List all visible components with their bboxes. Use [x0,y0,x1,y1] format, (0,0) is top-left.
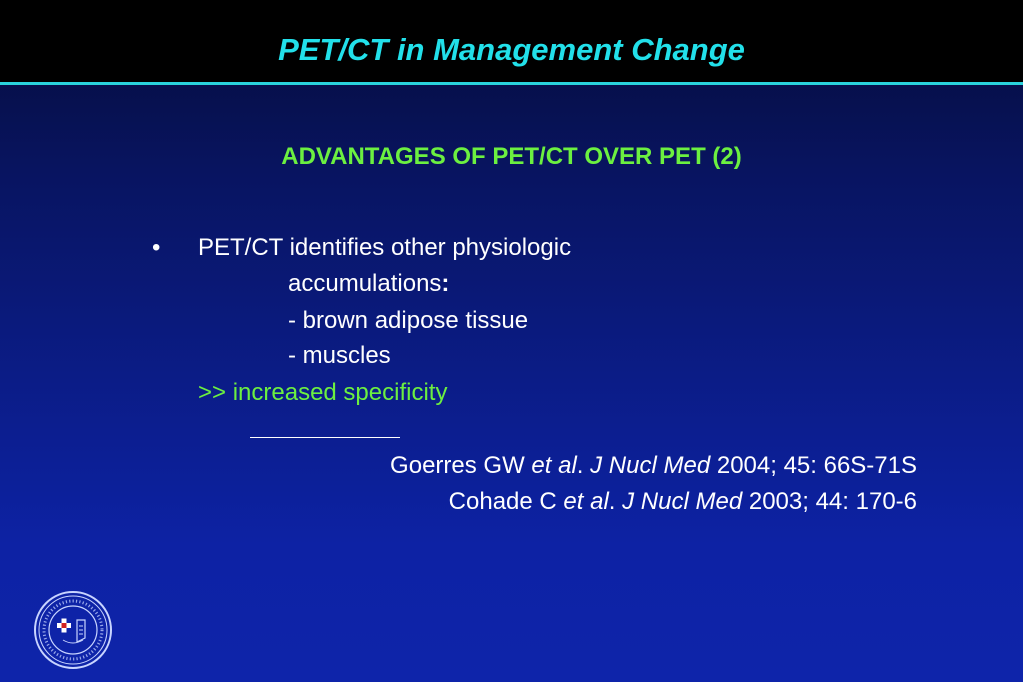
ref-2-citation: 2003; 44: 170-6 [748,488,917,515]
ref-1-etal: et al [531,452,577,479]
sub-item-brown-adipose: - brown adipose tissue [288,307,529,334]
reference-1 [390,451,917,481]
bullet-marker: • [152,234,161,261]
section-subtitle: ADVANTAGES OF PET/CT OVER PET (2) [281,143,742,170]
ref-1-journal: J Nucl Med [590,452,711,479]
bullet-line-1: PET/CT identifies other physiologic [198,234,572,261]
bullet-line-2 [288,269,449,299]
sub-item-muscles: - muscles [288,342,391,369]
slide-title: PET/CT in Management Change [278,32,745,67]
ref-1-dot: . [576,452,584,479]
bullet-line-2-colon: : [441,270,450,297]
ref-2-dot: . [608,488,616,515]
hospital-seal-icon [33,590,113,670]
ref-1-author: Goerres GW [390,452,525,479]
header-divider [0,82,1023,85]
conclusion-line: >> increased specificity [198,379,448,406]
reference-2 [449,487,917,517]
reference-separator [250,437,400,438]
bullet-line-2-text: accumulations [288,270,442,297]
ref-2-author: Cohade C [448,488,557,515]
ref-2-journal: J Nucl Med [622,488,743,515]
ref-2-etal: et al [563,488,609,515]
ref-1-citation: 2004; 45: 66S-71S [716,452,917,479]
